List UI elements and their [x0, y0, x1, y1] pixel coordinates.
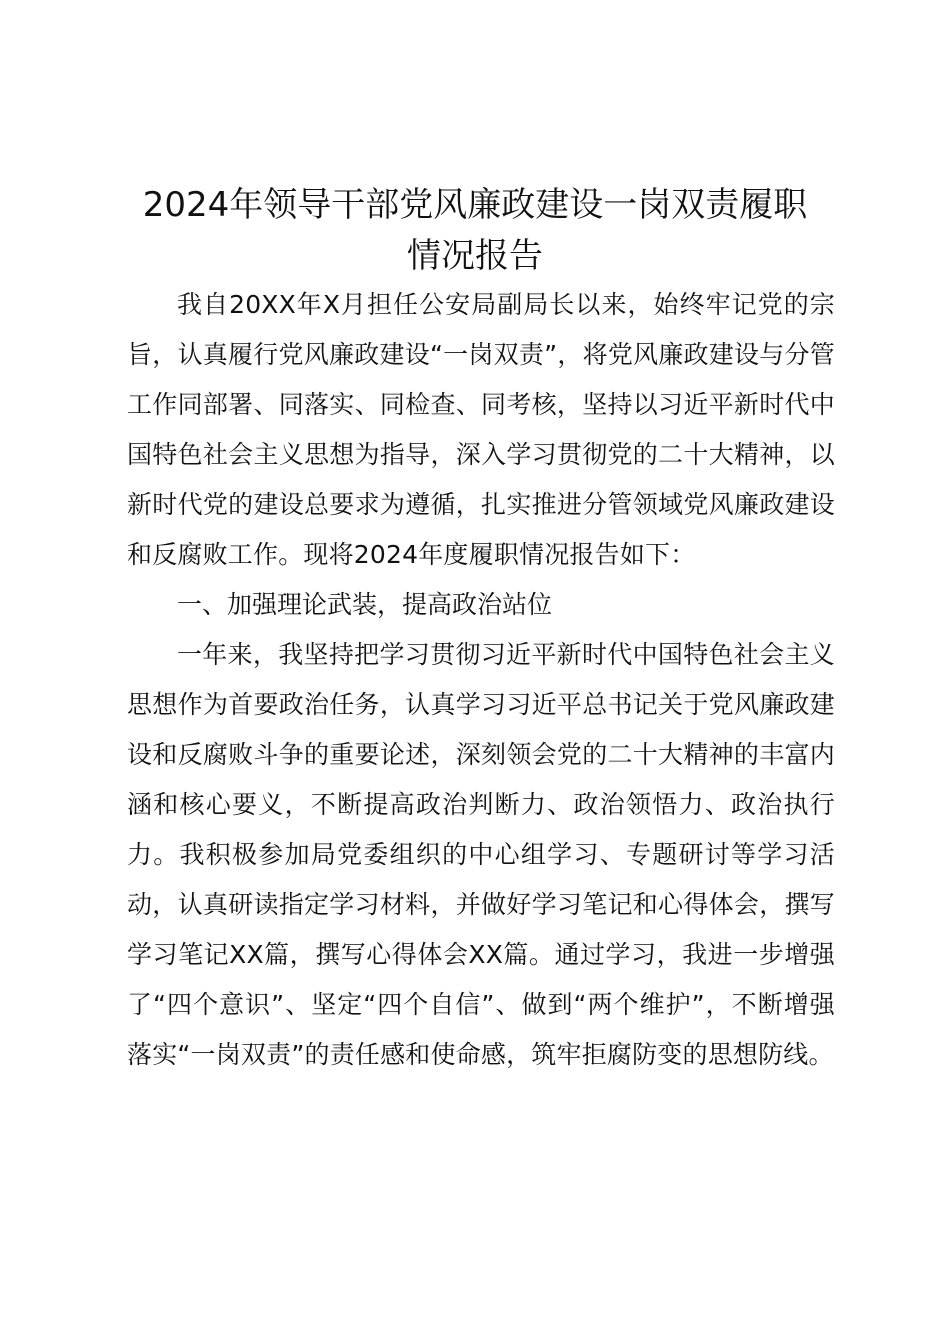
- document-title-line-1: 2024年领导干部党风廉政建设一岗双责履职: [142, 185, 808, 225]
- section-1-heading: 一、加强理论武装，提高政治站位: [177, 590, 553, 619]
- document-body: [127, 280, 835, 1080]
- document-title: [110, 180, 840, 282]
- section-1-paragraph: 一年来，我坚持把学习贯彻习近平新时代中国特色社会主义思想作为首要政治任务，认真学习习近平总书记关于党风廉政建设和反腐败斗争的重要论述，深刻领会党的二十大精神的丰富内涵和核心要义，不断提高政治判断力、政治领悟力、政治执行力。我积极参加局党委组织的中心组学习、专题研讨等学习活动，认真研读指定学习材料，并做好学习笔记和心得体会，撰写学习笔记XX篇，撰写心得体会XX篇。通过学习，我进一步增强了“四个意识”、坚定“四个自信”、做到“两个维护”，不断增强落实“一岗双责”的责任感和使命感，筑牢拒腐防变的思想防线。: [127, 640, 835, 1069]
- document-title-line-2: 情况报告: [407, 236, 543, 276]
- intro-paragraph: 我自20XX年X月担任公安局副局长以来，始终牢记党的宗旨，认真履行党风廉政建设“一岗双责”，将党风廉政建设与分管工作同部署、同落实、同检查、同考核，坚持以习近平新时代中国特色社会主义思想为指导，深入学习贯彻党的二十大精神，以新时代党的建设总要求为遵循，扎实推进分管领域党风廉政建设和反腐败工作。现将2024年度履职情况报告如下：: [127, 290, 835, 569]
